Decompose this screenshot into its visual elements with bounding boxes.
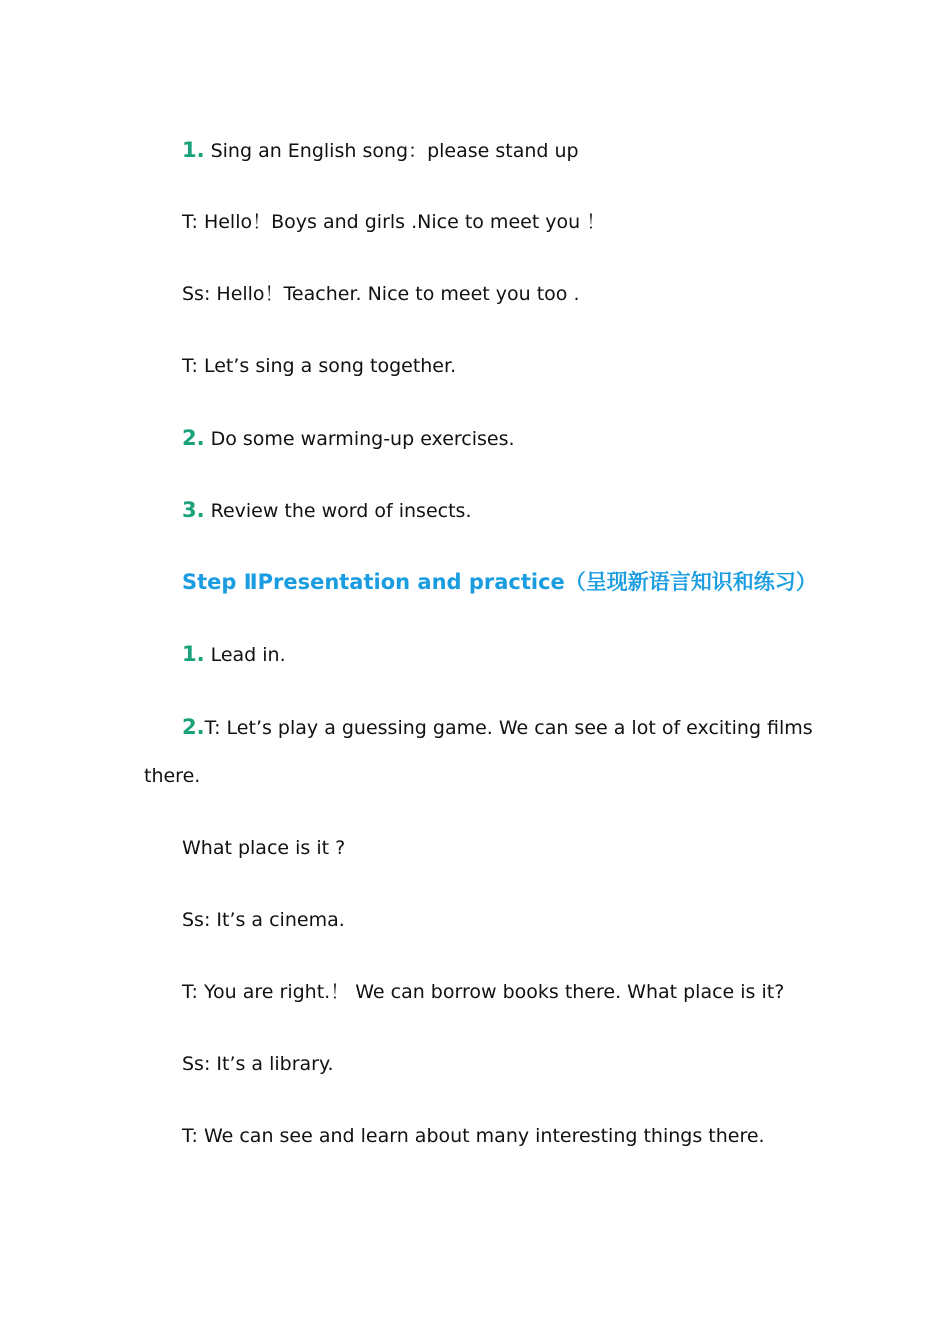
item-text: T: Let’s play a guessing game. We can see a lot of exciting films: [204, 717, 813, 739]
dialogue-line: [182, 281, 579, 307]
list-item: [182, 497, 471, 524]
item-number: 2.: [182, 715, 205, 739]
dialogue-line-continuation: [144, 763, 200, 789]
line-text: Ss: Hello！Teacher. Nice to meet you too .: [182, 283, 580, 305]
list-item: [182, 137, 579, 164]
dialogue-line: [182, 979, 784, 1005]
section-heading: Step ⅡPresentation and practice（呈现新语言知识和练习）: [182, 570, 817, 594]
line-text: T: You are right.！ We can borrow books there. What place is it?: [182, 981, 785, 1003]
line-text: there.: [144, 765, 201, 787]
item-text: Do some warming-up exercises.: [210, 428, 515, 450]
item-text: Sing an English song：please stand up: [210, 140, 579, 162]
line-text: What place is it ?: [182, 837, 346, 859]
line-text: Ss: It’s a library.: [182, 1053, 334, 1075]
item-number: 2.: [182, 426, 205, 450]
list-item: [182, 425, 515, 452]
item-text: Lead in.: [210, 644, 286, 666]
dialogue-line: [182, 1123, 765, 1149]
item-number: 3.: [182, 498, 205, 522]
line-text: T: Hello！Boys and girls .Nice to meet you ！: [182, 211, 606, 233]
list-item: [182, 641, 286, 668]
dialogue-line: [182, 835, 345, 861]
dialogue-line: [182, 209, 605, 235]
list-item: [182, 714, 813, 741]
item-number: 1.: [182, 642, 205, 666]
dialogue-line: [182, 907, 345, 933]
line-text: T: We can see and learn about many interesting things there.: [182, 1125, 765, 1147]
line-text: T: Let’s sing a song together.: [182, 355, 457, 377]
line-text: Ss: It’s a cinema.: [182, 909, 345, 931]
item-number: 1.: [182, 138, 205, 162]
dialogue-line: [182, 353, 456, 379]
item-text: Review the word of insects.: [210, 500, 472, 522]
dialogue-line: [182, 1051, 334, 1077]
